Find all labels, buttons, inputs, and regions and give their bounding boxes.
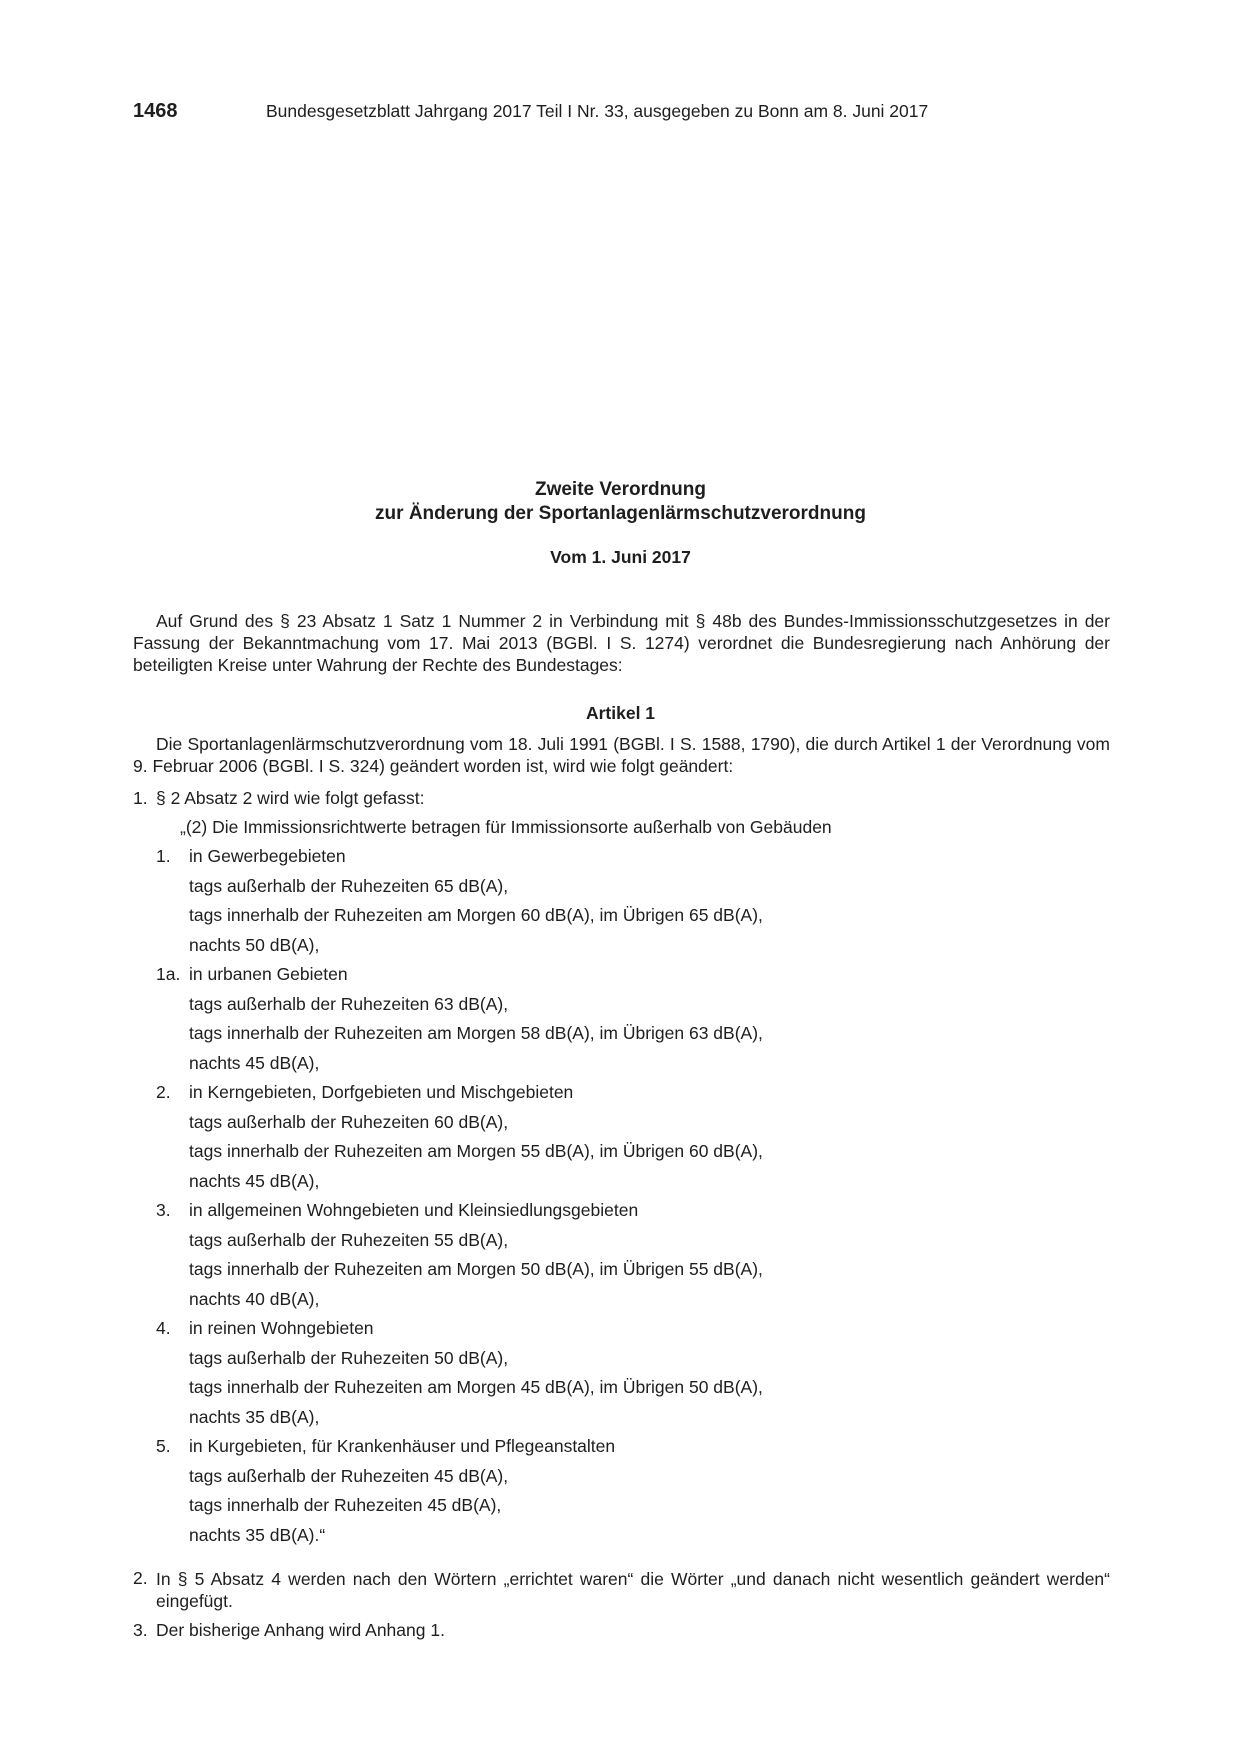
running-header: Bundesgesetzblatt Jahrgang 2017 Teil I Nr. 33, ausgegeben zu Bonn am 8. Juni 2017 xyxy=(266,101,929,121)
zone-limit-line: tags innerhalb der Ruhezeiten am Morgen 58 dB(A), im Übrigen 63 dB(A), xyxy=(189,1023,763,1043)
document-title xyxy=(0,478,1241,526)
zone-limit-line: nachts 45 dB(A), xyxy=(189,1052,320,1073)
zone-number: 4. xyxy=(156,1318,171,1338)
zone-limit-line: nachts 50 dB(A), xyxy=(189,934,320,955)
page-number: 1468 xyxy=(133,100,178,122)
item-1-number: 1. xyxy=(133,788,148,808)
zone-name: in Gewerbegebieten xyxy=(189,846,346,866)
item-2-text: In § 5 Absatz 4 werden nach den Wörtern „errichtet waren“ die Wörter „und danach nicht wesentlich geändert werden“ eingefügt. xyxy=(156,1569,1110,1611)
zone-limit-line: tags außerhalb der Ruhezeiten 50 dB(A), xyxy=(189,1347,509,1368)
zone-number: 1a. xyxy=(156,964,181,984)
zone-limit-line: nachts 35 dB(A), xyxy=(189,1406,320,1427)
zone-limit-line: tags innerhalb der Ruhezeiten am Morgen 60 dB(A), im Übrigen 65 dB(A), xyxy=(189,905,763,925)
zone-number: 1. xyxy=(156,846,171,866)
item-3-text: Der bisherige Anhang wird Anhang 1. xyxy=(156,1620,445,1640)
zone-limit-line: nachts 45 dB(A), xyxy=(189,1170,320,1191)
zone-number: 3. xyxy=(156,1200,171,1220)
zone-name: in urbanen Gebieten xyxy=(189,964,348,984)
zone-limit-line: nachts 40 dB(A), xyxy=(189,1288,320,1309)
document-date: Vom 1. Juni 2017 xyxy=(550,547,691,567)
zone-name: in Kerngebieten, Dorfgebieten und Mischgebieten xyxy=(189,1082,574,1102)
article-intro: Die Sportanlagenlärmschutzverordnung vom 18. Juli 1991 (BGBl. I S. 1588, 1790), die durch Artikel 1 der Verordnung vom 9. Februar 2006 (BGBl. I S. 324) geändert worden ist, wird wie folgt geändert: xyxy=(133,734,1110,776)
zone-limit-line: tags innerhalb der Ruhezeiten am Morgen 50 dB(A), im Übrigen 55 dB(A), xyxy=(189,1259,763,1279)
item-2-number: 2. xyxy=(133,1568,148,1588)
zone-limit-line: tags innerhalb der Ruhezeiten 45 dB(A), xyxy=(189,1495,502,1515)
zone-limit-line: tags außerhalb der Ruhezeiten 63 dB(A), xyxy=(189,993,509,1014)
preamble: Auf Grund des § 23 Absatz 1 Satz 1 Nummer 2 in Verbindung mit § 48b des Bundes-Immissionsschutzgesetzes in der Fassung der Bekanntmachung vom 17. Mai 2013 (BGBl. I S. 1274) verordnet die Bundesregierung nach Anhörung der beteiligten Kreise unter Wahrung der Rechte des Bundestages: xyxy=(133,611,1110,675)
item-1-text: § 2 Absatz 2 wird wie folgt gefasst: xyxy=(156,788,425,808)
zone-limit-line: tags außerhalb der Ruhezeiten 55 dB(A), xyxy=(189,1229,509,1250)
title-line-1: Zweite Verordnung xyxy=(534,479,707,500)
zone-limit-line: tags innerhalb der Ruhezeiten am Morgen 55 dB(A), im Übrigen 60 dB(A), xyxy=(189,1141,763,1161)
zone-limit-line: tags innerhalb der Ruhezeiten am Morgen 45 dB(A), im Übrigen 50 dB(A), xyxy=(189,1377,763,1397)
zone-name: in Kurgebieten, für Krankenhäuser und Pflegeanstalten xyxy=(189,1436,616,1456)
zone-limit-line: tags außerhalb der Ruhezeiten 45 dB(A), xyxy=(189,1465,509,1486)
article-heading: Artikel 1 xyxy=(585,703,656,723)
zone-limit-line: tags außerhalb der Ruhezeiten 60 dB(A), xyxy=(189,1111,509,1132)
item-3-number: 3. xyxy=(133,1620,148,1640)
title-line-2: zur Änderung der Sportanlagenlärmschutzverordnung xyxy=(375,503,866,524)
quote-intro: „(2) Die Immissionsrichtwerte betragen für Immissionsorte außerhalb von Gebäuden xyxy=(180,817,832,837)
zone-limit-line: tags außerhalb der Ruhezeiten 65 dB(A), xyxy=(189,875,509,896)
zone-limit-line: nachts 35 dB(A).“ xyxy=(189,1524,326,1545)
zone-number: 2. xyxy=(156,1082,171,1102)
zone-name: in allgemeinen Wohngebieten und Kleinsiedlungsgebieten xyxy=(189,1200,639,1220)
zone-number: 5. xyxy=(156,1436,171,1456)
zone-name: in reinen Wohngebieten xyxy=(189,1318,374,1338)
